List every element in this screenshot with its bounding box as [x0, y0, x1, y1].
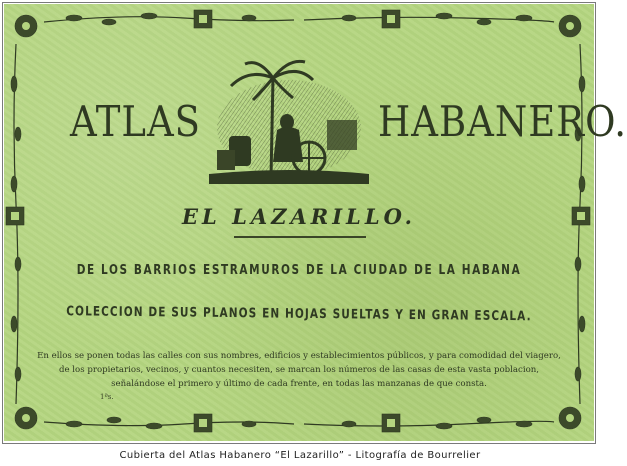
title-habanero: HABANERO.: [378, 97, 627, 147]
engraving-illustration: [209, 58, 369, 184]
printer-mark: 1ªs.: [100, 393, 114, 401]
subtitle-underline: [234, 236, 366, 238]
heading-line-barrios: DE LOS BARRIOS ESTRAMUROS DE LA CIUDAD DE LA HABANA: [76, 262, 522, 278]
subtitle-el-lazarillo: EL LAZARILLO.: [182, 204, 416, 229]
title-atlas: ATLAS: [70, 97, 202, 147]
document-cover: [4, 4, 627, 441]
image-caption: Cubierta del Atlas Habanero “El Lazarillo” - Litografía de Bourrelier: [119, 450, 481, 461]
heading-line-coleccion: COLECCION DE SUS PLANOS EN HOJAS SUELTAS Y EN GRAN ESCALA.: [66, 303, 532, 325]
description-paragraph: En ellos se ponen todas las calles con sus nombres, edificios y establecimientos públicos, y para comodidad del viagero, de los propietarios, vecinos, y cuantos necesiten, se marcan los números de las casas de esta vasta poblacion, señalándose el primero y último de cada frente, en todas las manzanas de que consta.: [37, 351, 561, 389]
